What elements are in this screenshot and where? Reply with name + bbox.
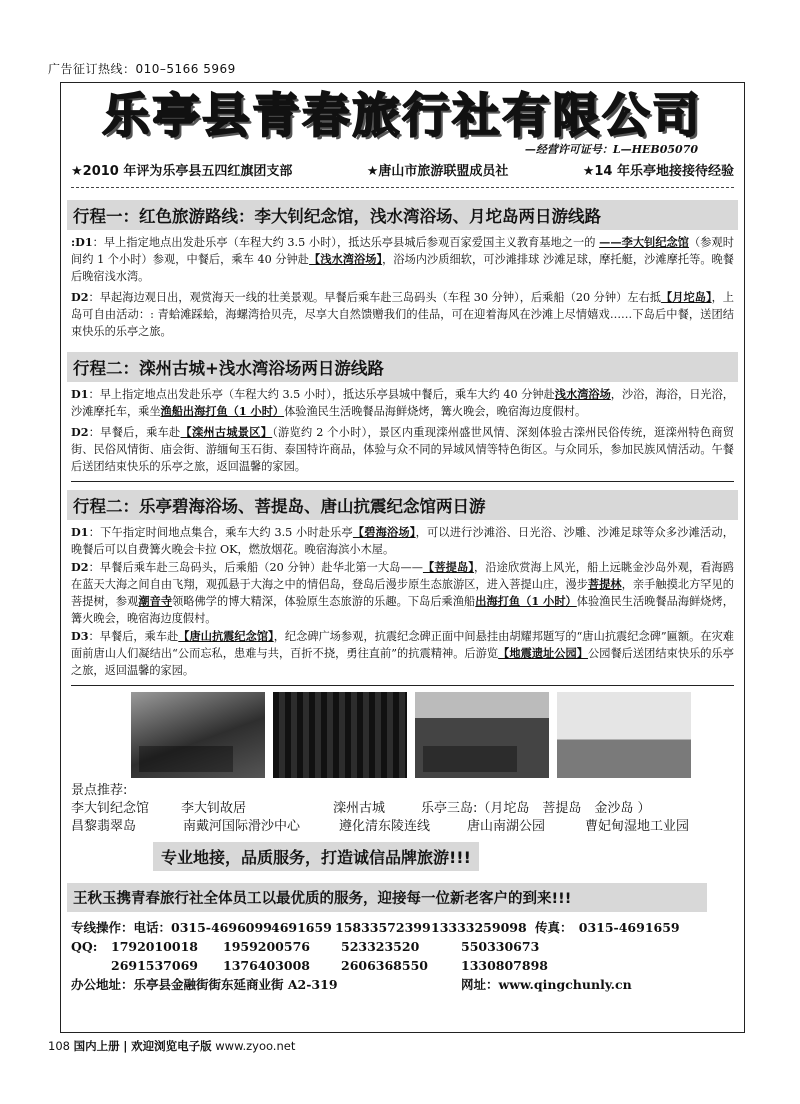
divider <box>71 685 734 686</box>
sight-item: 昌黎翡翠岛 <box>71 819 137 834</box>
phone: 4691659 <box>271 920 332 935</box>
footer-tagline: 欢迎浏览电子版 <box>131 1039 212 1053</box>
honor-item: ★2010 年评为乐亭县五四红旗团支部 <box>71 164 293 179</box>
route2-day1: D1：早上指定地点出发赴乐亭（车程大约 3.5 小时），抵达乐亭县城中餐后，乘车大约 40 分钟赴浅水湾浴场，沙浴，海浴，日光浴，沙滩摩托车，乘坐渔船出海打鱼（1 小时）体验渔民生活晚餐品海鲜烧烤，篝火晚会，晚宿海边度假村。 <box>71 387 734 418</box>
qq-number: 1376403008 <box>223 958 310 973</box>
section-name: 国内上册 <box>73 1039 120 1053</box>
phone: 15833572399 <box>335 920 431 935</box>
qq-number: 1330807898 <box>461 958 548 973</box>
qq-number: 2606368550 <box>341 958 428 973</box>
license-number: —经营许可证号：L—HEB05070 <box>524 143 698 156</box>
qq-number: 523323520 <box>341 939 420 954</box>
divider <box>71 481 734 482</box>
route3-day3: D3：早餐后，乘车赴【唐山抗震纪念馆】，纪念碑广场参观，抗震纪念碑正面中间悬挂由胡耀邦题写的“唐山抗震纪念碑”匾额。在灾难面前唐山人们凝结出“公而忘私，患难与共，百折不挠，勇往直前”的抗震精神。后游览【地震遗址公园】公园餐后送团结束快乐的乐亭之旅，返回温馨的家园。 <box>71 629 734 677</box>
sight-item: 曹妃甸湿地工业园 <box>585 819 690 834</box>
route1-day2: D2：早起海边观日出，观赏海天一线的壮美景观。早餐后乘车赴三岛码头（车程 30 分钟），后乘船（20 分钟）左右抵【月坨岛】，上岛可自由活动：: 青蛤滩踩蛤，海螺湾拾贝壳，尽享大自然馈赠我们的佳品，可在迎着海风在沙滩上尽情嬉戏……下岛后中餐，送团结束快乐的乐亭之旅。 <box>71 290 734 338</box>
page-number: 108 <box>48 1039 70 1053</box>
qq-number: 2691537069 <box>111 958 198 973</box>
route2-day2: D2：早餐后，乘车赴【滦州古城景区】（游览约 2 个小时），景区内重现滦州盛世风情、深刻体验古滦州民俗传统，逛滦州特色商贸街、民俗风情街、庙会街、游缅甸玉石街、泰国特许商品，体验与众不同的异域风情等特色街区。与众同乐，参加民族风情活动。午餐后送团结束快乐的乐亭之旅，返回温馨的家园。 <box>71 425 734 473</box>
footer-url[interactable]: www.zyoo.net <box>215 1039 296 1053</box>
sight-item: 南戴河国际滑沙中心 <box>183 819 301 834</box>
sight-item: 李大钊故居 <box>181 801 247 816</box>
route3-day2: D2：早餐后乘车赴三岛码头，后乘船（20 分钟）赴华北第一大岛——【菩提岛】，沿途欣赏海上风光，船上远眺金沙岛外观，看海鸥在蓝天大海之间自由飞翔，观孤悬于大海之中的情侣岛，登岛后漫步原生态旅游区，进入菩提山庄，漫步菩提林，亲手触摸北方罕见的菩提树，参观潮音寺领略佛学的博大精深，体验原生态旅游的乐趣。下岛后乘渔船出海打鱼（1 小时）体验渔民生活晚餐品海鲜烧烤，篝火晚会，晚宿海边度假村。 <box>71 560 734 625</box>
ad-hotline: 广告征订热线：010–5166 5969 <box>48 62 236 76</box>
sights-recommend <box>71 782 738 836</box>
photo-strip <box>131 692 738 778</box>
honor-item: ★14 年乐亭地接接待经验 <box>582 164 734 179</box>
honors-bar <box>67 160 738 179</box>
qq-number: 550330673 <box>461 939 540 954</box>
contact-block <box>71 918 734 994</box>
qq-label: QQ: <box>71 939 98 954</box>
fax: 传真： 0315-4691659 <box>535 920 680 935</box>
route2-heading: 行程二：滦州古城+浅水湾浴场两日游线路 <box>67 352 738 382</box>
slogan-service: 专业地接，品质服务，打造诚信品牌旅游!!! <box>153 842 479 871</box>
photo-seafood-dinner <box>415 692 549 778</box>
divider <box>71 187 734 188</box>
route3-heading: 行程二：乐亭碧海浴场、菩提岛、唐山抗震纪念馆两日游 <box>67 490 738 520</box>
honor-item: ★唐山市旅游联盟成员社 <box>366 164 509 179</box>
page-footer <box>48 1038 295 1054</box>
website[interactable]: 网址：www.qingchunly.cn <box>461 977 632 992</box>
office-address: 办公地址：乐亭县金融街街东延商业街 A2-319 <box>71 977 338 992</box>
photo-crowd-hall <box>273 692 407 778</box>
sight-item: 李大钊纪念馆 <box>71 801 150 816</box>
route3-day1: D1：下午指定时间地点集合，乘车大约 3.5 小时赴乐亭【碧海浴场】，可以进行沙滩浴、日光浴、沙雕、沙滩足球等众多沙滩活动，晚餐后可以自费篝火晚会卡拉 OK，燃放烟花。晚宿海滨小木屋。 <box>71 525 734 556</box>
photo-memorial-visit <box>131 692 265 778</box>
sight-item: 乐亭三岛:（月坨岛 菩提岛 金沙岛 ） <box>421 801 651 816</box>
sight-item: 滦州古城 <box>333 801 386 816</box>
sight-item: 遵化清东陵连线 <box>339 819 431 834</box>
sights-label: 景点推荐: <box>71 783 128 798</box>
qq-number: 1959200576 <box>223 939 310 954</box>
company-title: 乐亭县青春旅行社有限公司 <box>102 89 703 144</box>
sight-item: 唐山南湖公园 <box>467 819 546 834</box>
route1-heading: 行程一：红色旅游路线：李大钊纪念馆，浅水湾浴场、月坨岛两日游线路 <box>67 200 738 230</box>
route1-day1: :D1：早上指定地点出发赴乐亭（车程大约 3.5 小时），抵达乐亭县城后参观百家爱国主义教育基地之一的 ——李大钊纪念馆（参观时间约 1 个小时）参观，中餐后，乘车 40 分钟赴【浅水湾浴场】，浴场内沙质细软，可沙滩排球 沙滩足球，摩托艇，沙滩摩托等。晚餐后晚宿浅水湾。 <box>71 235 734 283</box>
ops-phone: 专线操作：电话：0315-4696099 <box>71 920 272 935</box>
slogan-welcome: 王秋玉携青春旅行社全体员工以最优质的服务，迎接每一位新老客户的到来!!! <box>67 883 707 912</box>
footer-separator: | <box>123 1039 128 1053</box>
photo-beach-cabins <box>557 692 691 778</box>
phone: 13333259098 <box>431 920 527 935</box>
ad-frame <box>60 82 745 1033</box>
qq-number: 1792010018 <box>111 939 198 954</box>
